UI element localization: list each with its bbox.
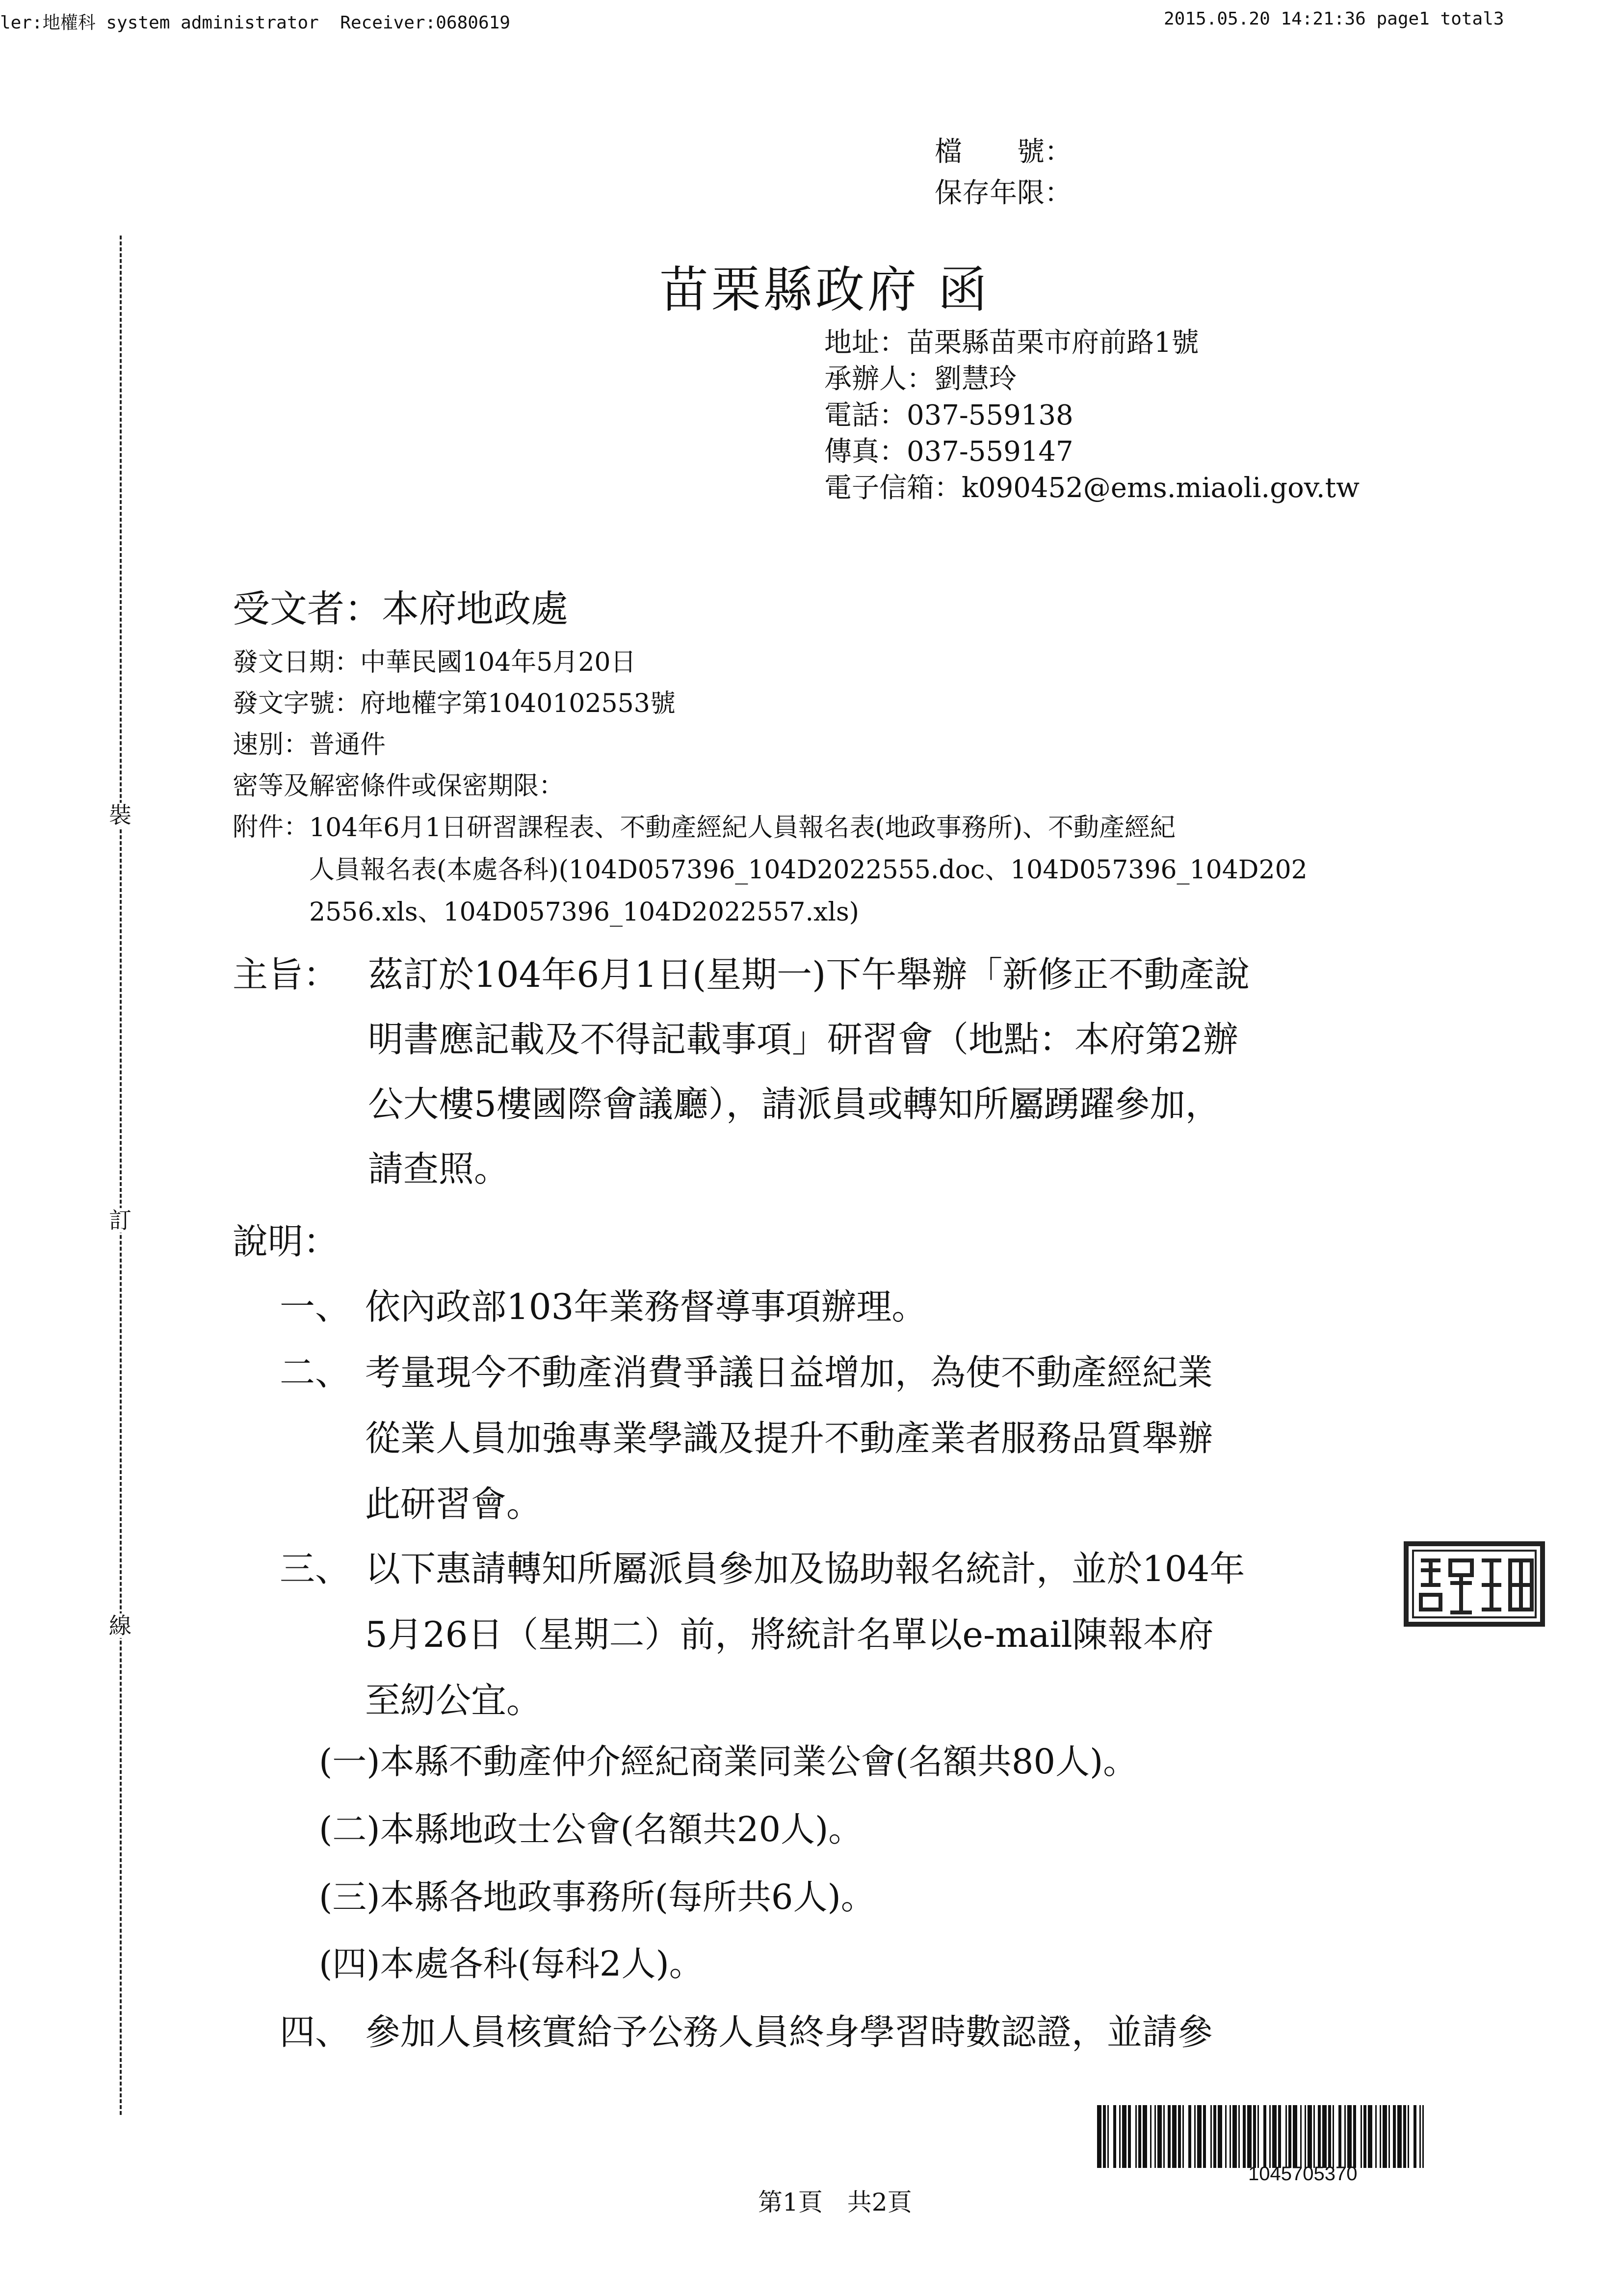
binding-char-staple: 訂 [109, 1207, 131, 1234]
sub-item-4: (四)本處各科(每科2人)。 [319, 1944, 704, 1984]
contact-phone: 電話：037-559138 [824, 399, 1073, 431]
attachment-line: 104年6月1日研習課程表、不動產經紀人員報名表(地政事務所)、不動產經紀 [309, 813, 1176, 843]
retention-period: 保存年限： [935, 177, 1072, 209]
item-text [365, 1999, 1213, 2065]
subject [233, 942, 1250, 1201]
subject-label: 主旨： [233, 954, 339, 995]
attachments-body [309, 807, 1440, 933]
binding-char-line: 線 [109, 1612, 131, 1639]
subject-line: 公大樓5樓國際會議廳），請派員或轉知所屬踴躍參加， [368, 1083, 1221, 1125]
item-line: 依內政部103年業務督導事項辦理。 [365, 1286, 927, 1327]
explanation-item-3 [280, 1536, 1245, 1733]
subject-line: 明書應記載及不得記載事項」研習會（地點：本府第2辦 [368, 1019, 1238, 1060]
binding-line [120, 236, 122, 2115]
item-line: 以下惠請轉知所屬派員參加及協助報名統計，並於104年 [365, 1548, 1245, 1589]
item-text [365, 1340, 1213, 1537]
delivery-speed: 速別：普通件 [233, 730, 386, 760]
item-number: 三、 [280, 1548, 351, 1589]
sub-item-3: (三)本縣各地政事務所(每所共6人)。 [319, 1877, 875, 1917]
binding-char-bind: 裝 [109, 802, 131, 828]
item-text [365, 1274, 927, 1340]
contact-fax: 傳真：037-559147 [824, 436, 1073, 468]
attachment-line: 人員報名表(本處各科)(104D057396_104D2022555.doc、104D057396_104D202 [309, 855, 1308, 885]
explanation-item-4 [280, 1999, 1213, 2065]
item-line: 從業人員加強專業學識及提升不動產業者服務品質舉辦 [365, 1418, 1213, 1459]
explanation-item-2 [280, 1340, 1213, 1537]
item-line: 5月26日（星期二）前，將統計名單以e-mail陳報本府 [365, 1614, 1214, 1655]
fax-sender-info: ler:地權科 system administrator Receiver:0680619 [0, 13, 510, 33]
dispatch-date: 發文日期：中華民國104年5月20日 [233, 648, 636, 677]
barcode-number: 1045705370 [1248, 2163, 1358, 2185]
barcode [1097, 2105, 1424, 2168]
item-line: 至紉公宜。 [365, 1680, 542, 1721]
item-number: 二、 [280, 1352, 351, 1393]
fax-header [0, 9, 1623, 38]
explanation-item-1 [280, 1274, 927, 1340]
fax-timestamp: 2015.05.20 14:21:36 page1 total3 [1164, 9, 1504, 29]
item-text [365, 1536, 1245, 1733]
subject-line: 茲訂於104年6月1日(星期一)下午舉辦「新修正不動產說 [368, 954, 1250, 995]
item-number: 四、 [280, 2011, 351, 2053]
contact-address: 地址：苗栗縣苗栗市府前路1號 [824, 327, 1199, 359]
subject-text [368, 942, 1250, 1201]
file-meta [935, 132, 1072, 214]
dispatch-number: 發文字號：府地權字第1040102553號 [233, 689, 676, 718]
item-line: 考量現今不動產消費爭議日益增加，為使不動產經紀業 [365, 1352, 1213, 1393]
item-line: 參加人員核實給予公務人員終身學習時數認證，並請參 [365, 2011, 1213, 2053]
subject-line: 請查照。 [368, 1148, 510, 1189]
page-footer: 第1頁 共2頁 [758, 2188, 912, 2217]
recipient: 受文者：本府地政處 [233, 587, 568, 631]
explanation-label: 說明： [233, 1221, 339, 1262]
file-number: 檔 號： [935, 136, 1072, 168]
attachments [233, 807, 1440, 933]
secrecy-level: 密等及解密條件或保密期限： [233, 771, 565, 801]
attachment-line: 2556.xls、104D057396_104D2022557.xls) [309, 897, 859, 927]
document-title: 苗栗縣政府 函 [659, 261, 990, 318]
sub-item-2: (二)本縣地政士公會(名額共20人)。 [319, 1809, 863, 1849]
item-number: 一、 [280, 1286, 351, 1327]
contact-email: 電子信箱：k090452@ems.miaoli.gov.tw [824, 472, 1360, 504]
sub-item-1: (一)本縣不動產仲介經紀商業同業公會(名額共80人)。 [319, 1742, 1138, 1782]
item-line: 此研習會。 [365, 1483, 542, 1525]
contact-officer: 承辦人：劉慧玲 [824, 363, 1017, 395]
dispatch-meta [233, 642, 1440, 933]
official-seal-stamp [1403, 1541, 1545, 1627]
contact-block [824, 325, 1360, 506]
attachments-label: 附件： [233, 813, 310, 842]
